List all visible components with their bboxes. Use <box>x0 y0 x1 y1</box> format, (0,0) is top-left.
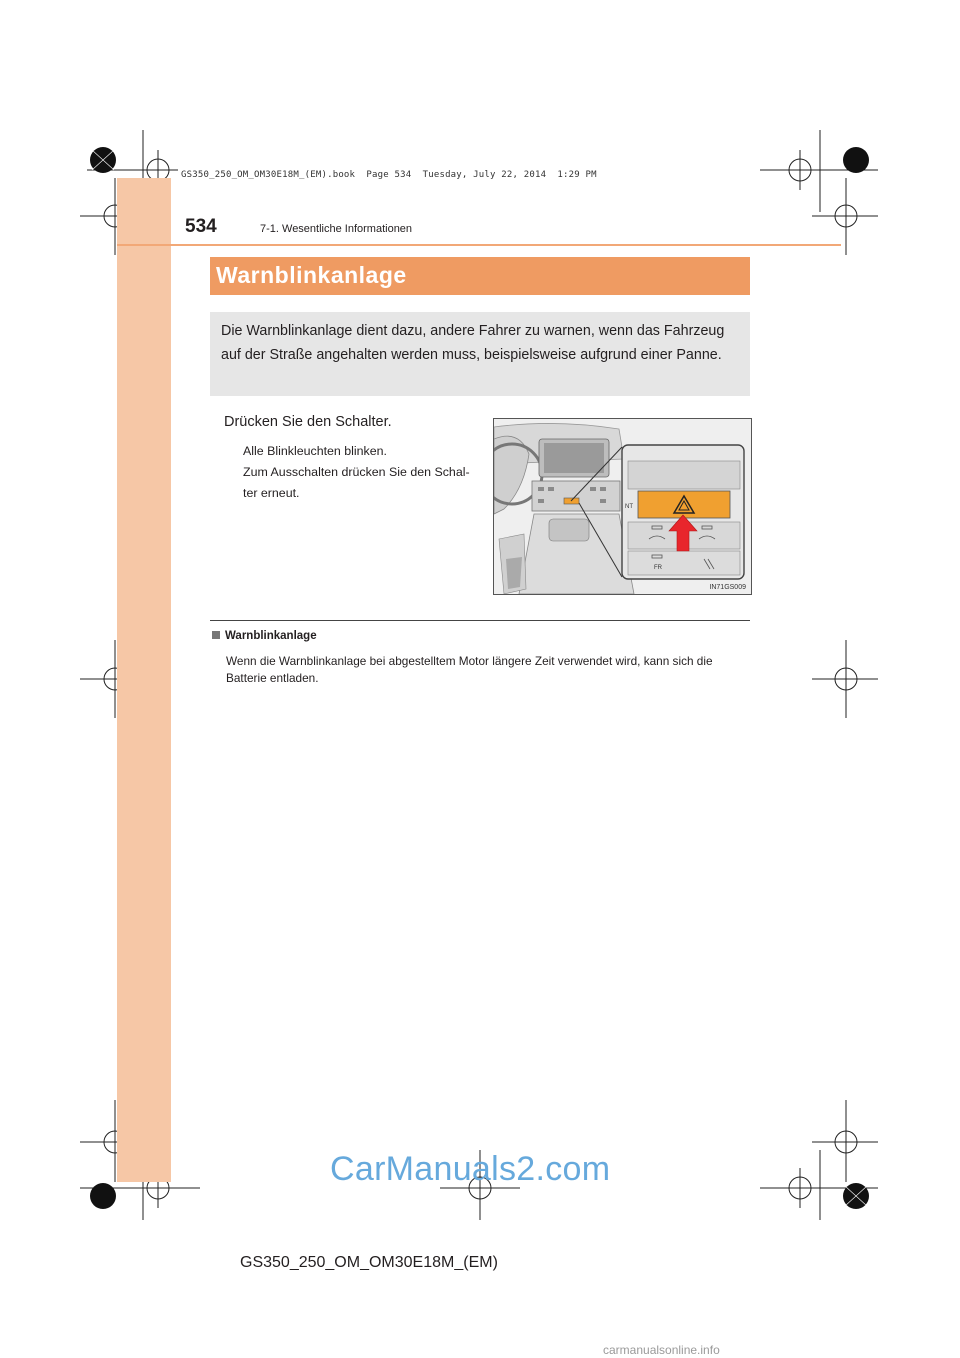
hazard-switch-illustration <box>493 418 752 595</box>
footer-code: GS350_250_OM_OM30E18M_(EM) <box>240 1254 498 1271</box>
note-heading <box>212 630 317 642</box>
step-detail-line: Alle Blinkleuchten blinken. <box>243 444 387 458</box>
header-rule <box>117 244 841 246</box>
step-instruction: Drücken Sie den Schalter. <box>224 414 392 430</box>
note-heading-text: Warnblinkanlage <box>225 630 317 642</box>
title-bar <box>210 257 750 295</box>
section-title: 7-1. Wesentliche Informationen <box>260 223 413 235</box>
step-detail-line: ter erneut. <box>243 486 300 500</box>
step-detail-line: Zum Ausschalten drücken Sie den Schal- <box>243 465 470 479</box>
figure-code: IN71GS009 <box>709 584 746 591</box>
step-details <box>243 441 473 504</box>
chapter-side-tab <box>117 178 171 1182</box>
figure-label-fr: FR <box>654 565 662 571</box>
square-bullet-icon <box>212 631 220 639</box>
note-rule <box>210 620 750 621</box>
print-header: GS350_250_OM_OM30E18M_(EM).book Page 534 Tuesday, July 22, 2014 1:29 PM <box>181 170 597 180</box>
watermark-link[interactable]: CarManuals2.com <box>330 1150 611 1188</box>
page-title: Warnblinkanlage <box>216 262 407 288</box>
intro-text: Die Warnblinkanlage dient dazu, andere Fahrer zu warnen, wenn das Fahrzeug auf der Straße angehalten werden muss, beispielsweise aufgrund einer Panne. <box>221 323 725 363</box>
figure-label-left: NT <box>625 504 633 510</box>
watermark-bottom-link[interactable]: carmanualsonline.info <box>603 1343 720 1357</box>
page-number: 534 <box>185 216 217 237</box>
note-body: Wenn die Warnblinkanlage bei abgestelltem Motor längere Zeit verwendet wird, kann sich die Batterie entladen. <box>226 654 713 685</box>
intro-box <box>210 312 750 396</box>
